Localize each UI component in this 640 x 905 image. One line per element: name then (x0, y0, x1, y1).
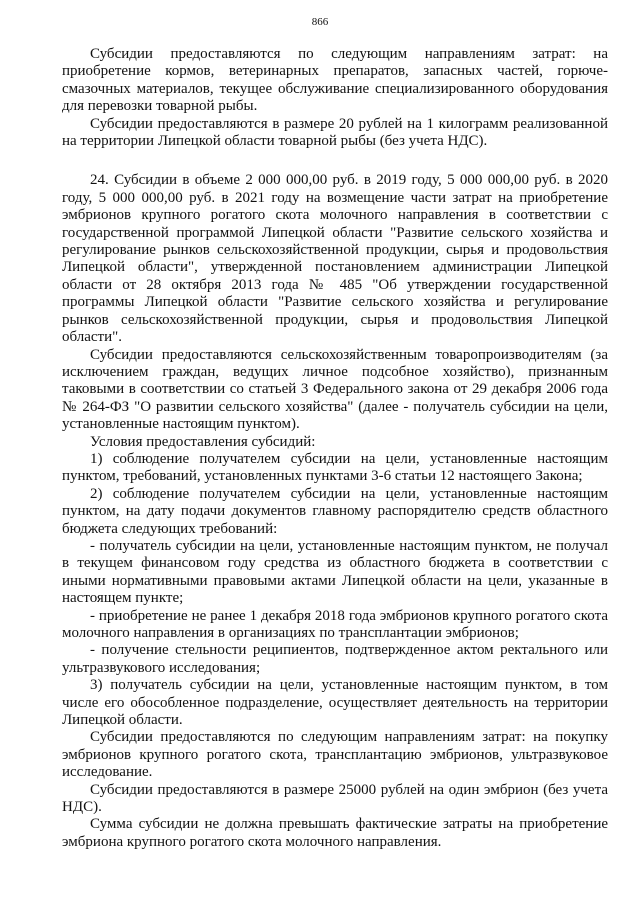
paragraph-recipients: Субсидии предоставляются сельскохозяйственным товаропроизводителям (за исключением граждан, ведущих личное подсобное хозяйство), признанным таковыми в соответствии со статьей 3 Федерального закона от 29 декабря 2006 года № 264-ФЗ "О развитии сельского хозяйства" (далее - получатель субсидии на цели, установленные настоящим пунктом). (62, 346, 608, 433)
paragraph-item-24: 24. Субсидии в объеме 2 000 000,00 руб. в 2019 году, 5 000 000,00 руб. в 2020 году, 5 000 000,00 руб. в 2021 году на возмещение части затрат на приобретение эмбрионов крупного рогатого скота молочного направления в соответствии с государственной программой Липецкой области "Развитие сельского хозяйства и регулирование рынков сельскохозяйственной продукции, сырья и продовольствия Липецкой области", утвержденной постановлением администрации Липецкой области от 28 октября 2013 года № 485 "Об утверждении государственной программы Липецкой области "Развитие сельского хозяйства и регулирование рынков сельскохозяйственной продукции, сырья и продовольствия Липецкой области". (62, 172, 608, 346)
paragraph-cost-directions-embryo: Субсидии предоставляются по следующим направлениям затрат: на покупку эмбрионов крупного рогатого скота, трансплантацию эмбрионов, ультразвуковое исследование. (62, 729, 608, 781)
paragraph-requirement-purchase-date: - приобретение не ранее 1 декабря 2018 года эмбрионов крупного рогатого скота молочного направления в организациях по трансплантации эмбрионов; (62, 607, 608, 641)
document-body (62, 46, 608, 851)
paragraph-condition-1: 1) соблюдение получателем субсидии на цели, установленные настоящим пунктом, требований, установленных пунктами 3-6 статьи 12 настоящего Закона; (62, 450, 608, 485)
paragraph-subsidy-limit: Сумма субсидии не должна превышать фактические затраты на приобретение эмбриона крупного рогатого скота молочного направления. (62, 816, 608, 850)
paragraph-embryo-subsidy-rate: Субсидии предоставляются в размере 25000 рублей на один эмбрион (без учета НДС). (62, 781, 608, 816)
page-number: 866 (311, 16, 329, 28)
paragraph-requirement-pregnancy: - получение стельности реципиентов, подтвержденное актом ректального или ультразвукового исследования; (62, 642, 608, 676)
paragraph-condition-3: 3) получатель субсидии на цели, установленные настоящим пунктом, в том числе его обособленное подразделение, осуществляет деятельность на территории Липецкой области. (62, 677, 608, 729)
paragraph-condition-2: 2) соблюдение получателем субсидии на цели, установленные настоящим пунктом, на дату подачи документов главному распорядителю средств областного бюджета следующих требований: (62, 485, 608, 537)
paragraph-conditions-heading: Условия предоставления субсидий: (90, 433, 316, 450)
paragraph-fish-subsidy-rate: Субсидии предоставляются в размере 20 рублей на 1 килограмм реализованной на территории Липецкой области товарной рыбы (без учета НДС). (62, 115, 608, 150)
paragraph-cost-directions-fish: Субсидии предоставляются по следующим направлениям затрат: на приобретение кормов, ветеринарных препаратов, запасных частей, горюче-смазочных материалов, текущее обслуживание специализированного оборудования для перевозки товарной рыбы. (62, 46, 608, 115)
paragraph-requirement-no-other-funds: - получатель субсидии на цели, установленные настоящим пунктом, не получал в текущем финансовом году средства из областного бюджета в соответствии с иными нормативными правовыми актами Липецкой области на цели, указанные в настоящем пункте; (62, 537, 608, 607)
